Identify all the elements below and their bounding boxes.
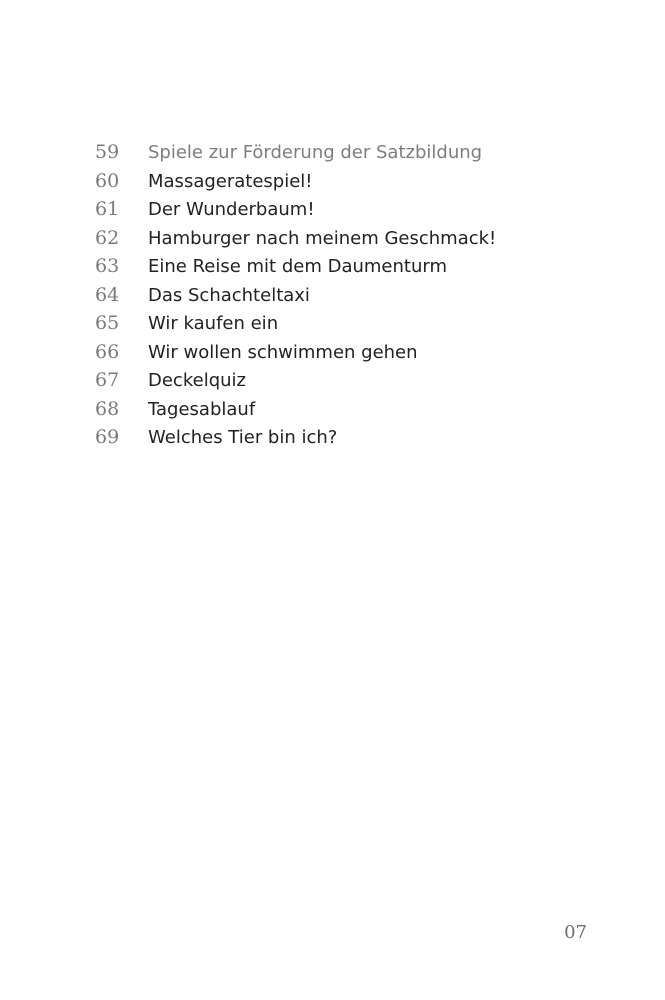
toc-title: Das Schachteltaxi (148, 284, 310, 306)
toc-entry[interactable] (0, 252, 665, 281)
toc-page-number: 68 (95, 397, 120, 420)
toc-title: Deckelquiz (148, 370, 246, 391)
toc-page-number: 67 (95, 369, 120, 391)
toc-page-number: 60 (95, 169, 120, 192)
toc-title: Welches Tier bin ich? (148, 427, 338, 448)
toc-page-number: 64 (95, 283, 120, 306)
toc-page-number: 61 (95, 198, 120, 220)
toc-section-heading[interactable] (0, 138, 665, 167)
toc-entry[interactable] (0, 395, 665, 424)
toc-title: Hamburger nach meinem Geschmack! (148, 227, 497, 249)
toc-title: Der Wunderbaum! (148, 199, 315, 220)
toc-page-number: 63 (95, 255, 120, 277)
table-of-contents (0, 138, 665, 452)
toc-entry[interactable] (0, 224, 665, 253)
page-number: 07 (564, 922, 587, 943)
toc-page-number: 62 (95, 226, 120, 249)
toc-entry[interactable] (0, 309, 665, 338)
toc-title: Tagesablauf (148, 398, 256, 420)
toc-title: Wir wollen schwimmen gehen (148, 341, 418, 363)
toc-entry[interactable] (0, 423, 665, 452)
toc-title: Wir kaufen ein (148, 313, 279, 334)
toc-title: Massageratespiel! (148, 170, 313, 192)
toc-entry[interactable] (0, 195, 665, 224)
toc-page-number: 59 (95, 141, 120, 163)
toc-entry[interactable] (0, 167, 665, 196)
toc-title: Eine Reise mit dem Daumenturm (148, 256, 447, 277)
toc-page-number: 65 (95, 312, 120, 334)
toc-entry[interactable] (0, 366, 665, 395)
toc-page-number: 66 (95, 340, 120, 363)
toc-title: Spiele zur Förderung der Satzbildung (148, 142, 483, 163)
toc-entry[interactable] (0, 281, 665, 310)
toc-entry[interactable] (0, 338, 665, 367)
toc-page-number: 69 (95, 426, 120, 448)
